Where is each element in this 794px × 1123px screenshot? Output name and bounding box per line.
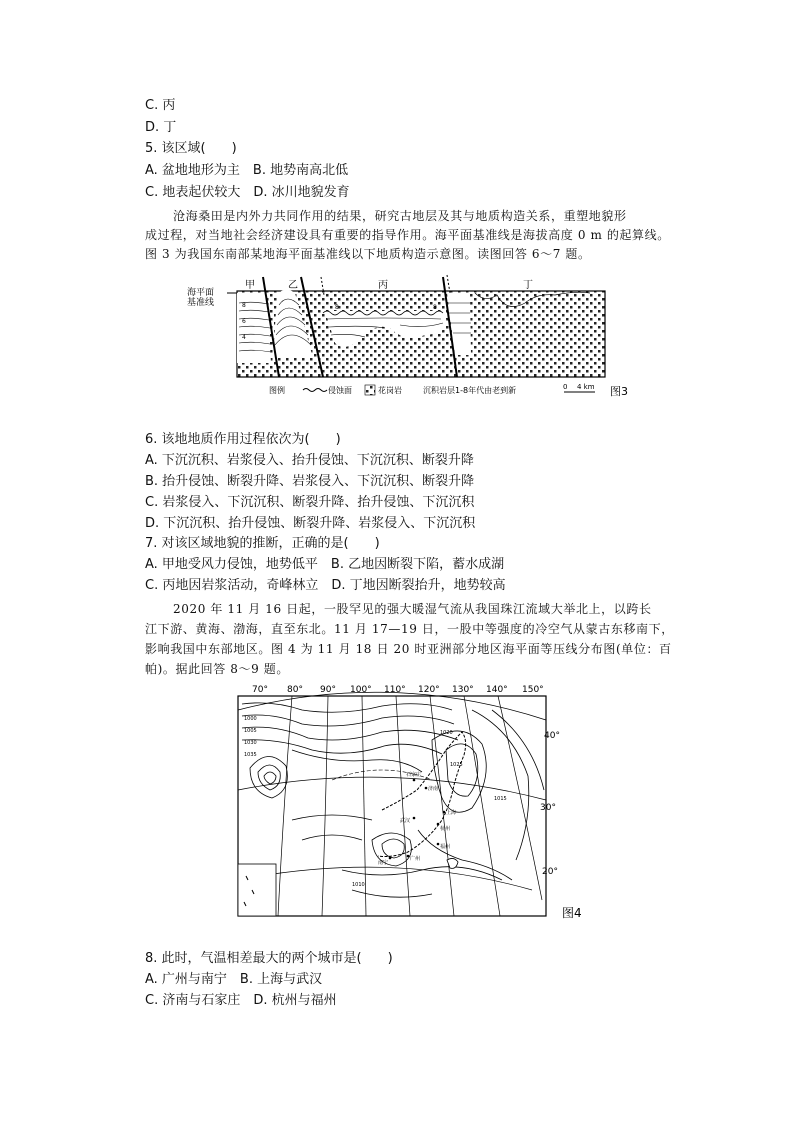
q6-option-a: A. 下沉沉积、岩浆侵入、抬升侵蚀、下沉沉积、断裂升降	[145, 453, 474, 468]
passage2-line-2: 江下游、黄海、渤海，直至东北。11 月 17—19 日，一股中等强度的冷空气从蒙古东移南下，	[145, 622, 674, 636]
svg-text:8: 8	[335, 304, 339, 311]
svg-text:杭州: 杭州	[440, 826, 451, 832]
svg-text:1030: 1030	[244, 740, 257, 746]
legend-granite: 花岗岩	[378, 386, 402, 395]
baseline-label: 基准线	[187, 298, 215, 308]
q6-option-c: C. 岩浆侵入、下沉沉积、断裂升降、抬升侵蚀、下沉沉积	[145, 495, 475, 510]
svg-text:70°: 70°	[252, 685, 268, 695]
svg-text:150°: 150°	[522, 685, 544, 695]
passage1-line-1: 沧海桑田是内外力共同作用的结果，研究古地层及其与地质构造关系，重塑地貌形	[173, 209, 627, 223]
legend-title: 图例	[269, 386, 285, 395]
q5-option-cd: C. 地表起伏较大 D. 冰川地貌发育	[145, 185, 350, 200]
svg-text:80°: 80°	[287, 685, 303, 695]
svg-text:1020: 1020	[440, 730, 453, 736]
svg-text:1000: 1000	[244, 716, 257, 722]
q5-stem: 5. 该区域( )	[145, 141, 237, 156]
inset-map	[238, 864, 276, 916]
q5-option-ab: A. 盆地地形为主 B. 地势南高北低	[145, 163, 349, 178]
svg-text:1035: 1035	[244, 752, 257, 758]
svg-text:30°: 30°	[540, 803, 556, 813]
q4-option-c: C. 丙	[145, 98, 176, 113]
sea-level-label: 海平面	[187, 288, 215, 298]
svg-text:南宁: 南宁	[378, 860, 389, 866]
zone-yi: 乙	[288, 280, 298, 291]
passage2-line-1: 2020 年 11 月 16 日起，一股罕见的强大暖湿气流从我国珠江流域大举北上，以跨长	[173, 602, 652, 616]
legend-granite-symbol	[365, 385, 375, 395]
svg-text:130°: 130°	[452, 685, 474, 695]
svg-text:1010: 1010	[352, 882, 365, 888]
svg-text:4: 4	[242, 334, 246, 341]
q6-option-d: D. 下沉沉积、抬升侵蚀、断裂升降、岩浆侵入、下沉沉积	[145, 516, 476, 531]
svg-text:济南: 济南	[428, 786, 439, 792]
svg-text:90°: 90°	[320, 685, 336, 695]
passage1-line-2: 成过程，对当地社会经济建设具有重要的指导作用。海平面基准线是海拔高度 0 m 的起算线。	[145, 228, 670, 242]
passage1-line-3: 图 3 为我国东南部某地海平面基准线以下地质构造示意图。读图回答 6～7 题。	[145, 247, 591, 261]
q7-option-cd: C. 丙地因岩浆活动，奇峰林立 D. 丁地因断裂抬升，地势较高	[145, 578, 506, 593]
scale-end: 4 km	[577, 383, 595, 391]
svg-text:110°: 110°	[384, 685, 406, 695]
svg-text:武汉: 武汉	[400, 818, 411, 824]
q7-option-ab: A. 甲地受风力侵蚀，地势低平 B. 乙地因断裂下陷，蓄水成湖	[145, 557, 505, 572]
svg-text:40°: 40°	[544, 731, 560, 741]
svg-text:福州: 福州	[440, 844, 451, 850]
svg-text:广州: 广州	[410, 856, 421, 862]
svg-text:8: 8	[242, 302, 246, 309]
longitude-labels	[252, 685, 544, 695]
legend-strata: 沉积岩层1-8年代由老到新	[423, 386, 517, 395]
svg-text:上海: 上海	[446, 810, 457, 816]
figure-3-geologic-section	[185, 273, 640, 403]
scale-start: 0	[563, 383, 568, 391]
q8-stem: 8. 此时，气温相差最大的两个城市是( )	[145, 951, 393, 966]
svg-text:120°: 120°	[418, 685, 440, 695]
q4-option-d: D. 丁	[145, 120, 177, 135]
passage2-line-3: 影响我国中东部地区。图 4 为 11 月 18 日 20 时亚洲部分地区海平面等压线分布图(单位：百	[145, 642, 672, 656]
zone-bing: 丙	[378, 280, 388, 291]
legend-erosion: 侵蚀面	[328, 386, 352, 395]
svg-text:100°: 100°	[350, 685, 372, 695]
svg-text:石家庄: 石家庄	[406, 772, 422, 778]
passage2-line-4: 帕)。据此回答 8～9 题。	[145, 662, 289, 676]
zone-ding: 丁	[523, 280, 533, 291]
figure-4-caption: 图4	[562, 906, 582, 920]
svg-text:6: 6	[242, 318, 246, 325]
svg-text:8: 8	[433, 304, 437, 311]
q6-stem: 6. 该地地质作用过程依次为( )	[145, 432, 341, 447]
figure-3-caption: 图3	[610, 385, 628, 398]
svg-text:1015: 1015	[494, 796, 507, 802]
svg-text:140°: 140°	[486, 685, 508, 695]
zone-jia: 甲	[245, 280, 255, 291]
svg-text:20°: 20°	[542, 867, 558, 877]
legend-erosion-symbol	[303, 389, 327, 392]
svg-text:1005: 1005	[244, 728, 257, 734]
q8-option-cd: C. 济南与石家庄 D. 杭州与福州	[145, 993, 337, 1008]
q7-stem: 7. 对该区域地貌的推断，正确的是( )	[145, 536, 380, 551]
q8-option-ab: A. 广州与南宁 B. 上海与武汉	[145, 972, 323, 987]
figure-4-isobar-map	[232, 680, 592, 920]
svg-text:1025: 1025	[450, 762, 463, 768]
q6-option-b: B. 抬升侵蚀、断裂升降、岩浆侵入、下沉沉积、断裂升降	[145, 474, 475, 489]
